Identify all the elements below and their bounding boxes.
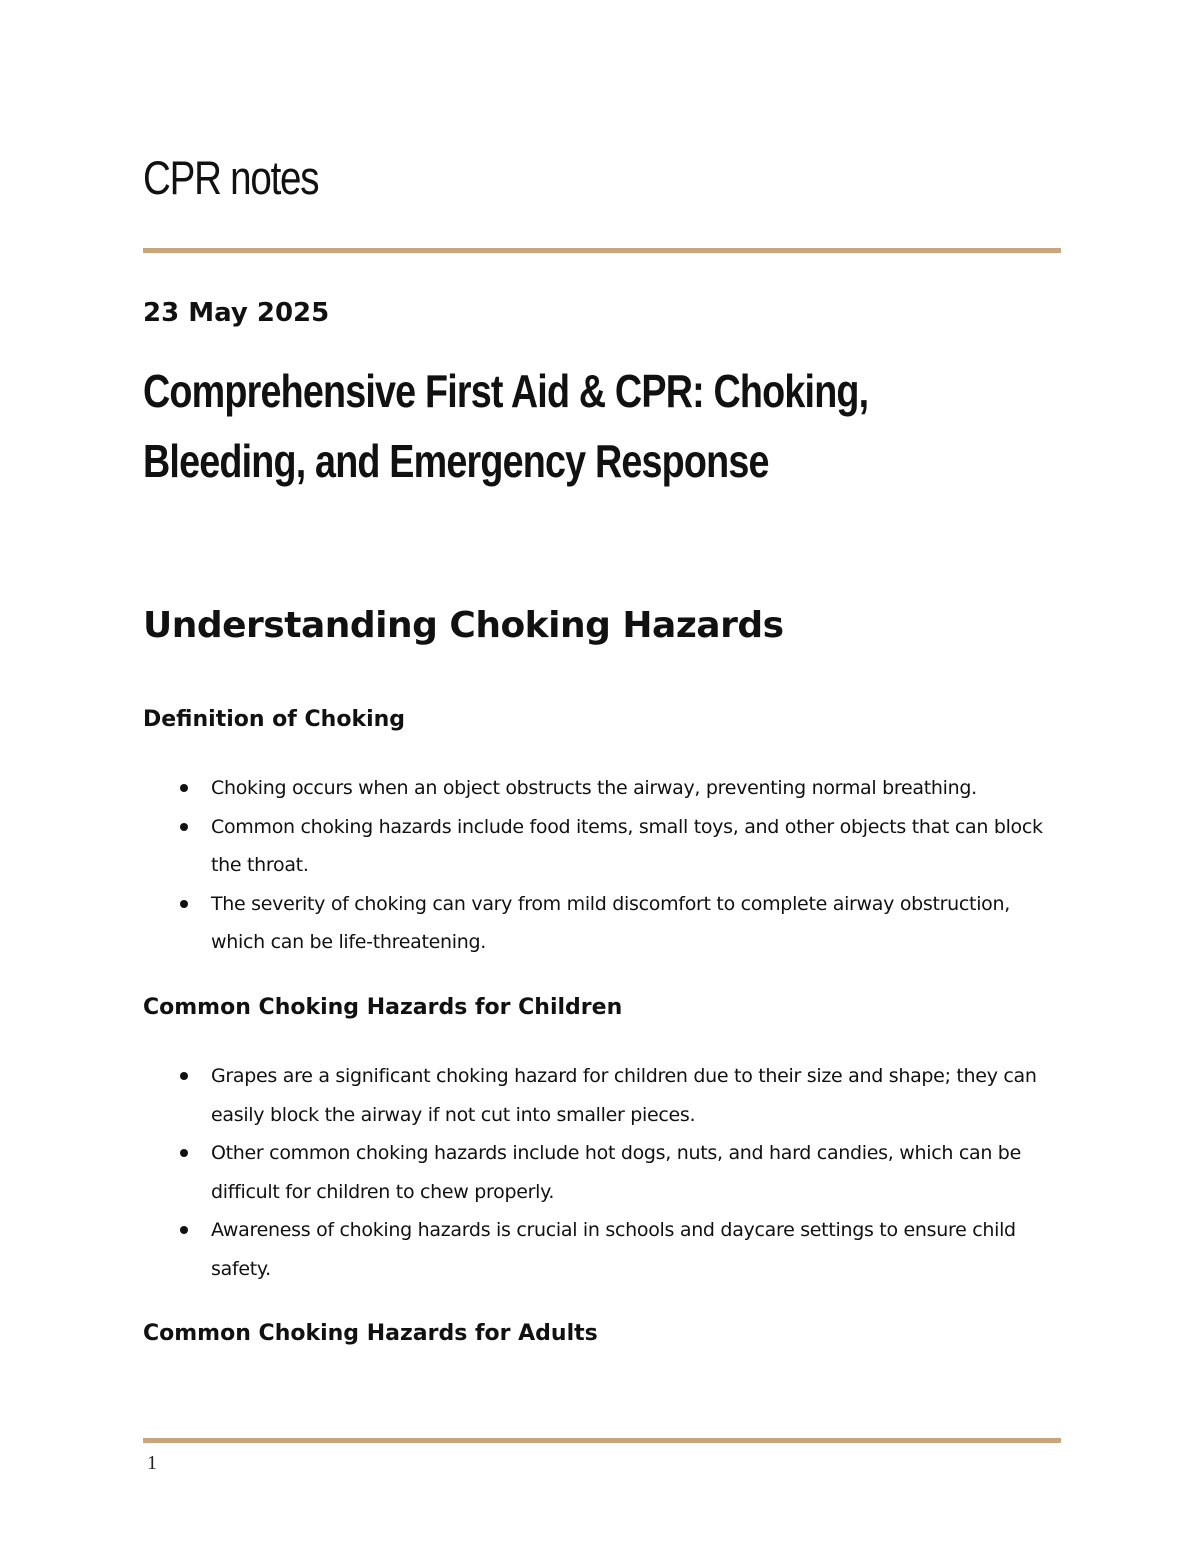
list-item-text: Awareness of choking hazards is crucial in schools and daycare settings to ensure child safety. [211,1219,1016,1280]
page-number: 1 [147,1452,157,1474]
list-item-text: Grapes are a significant choking hazard for children due to their size and shape; they can easily block the airway if not cut into smaller pieces. [211,1065,1037,1126]
list-item-text: Other common choking hazards include hot dogs, nuts, and hard candies, which can be difficult for children to chew properly. [211,1142,1021,1203]
main-heading: Comprehensive First Aid & CPR: Choking, Bleeding, and Emergency Response [143,365,869,487]
list-item [143,1134,1061,1211]
subsection-heading-children: Common Choking Hazards for Children [143,995,623,1020]
document-date: 23 May 2025 [143,298,330,328]
bullet-dot-icon [180,784,188,792]
list-item-text: The severity of choking can vary from mild discomfort to complete airway obstruction, which can be life-threatening. [211,892,1010,953]
footer-divider [143,1438,1061,1443]
bullet-dot-icon [180,1149,188,1157]
list-item [143,1211,1061,1288]
subsection-heading-adults: Common Choking Hazards for Adults [143,1321,598,1346]
document-title: CPR notes [143,151,319,204]
list-item-text: Common choking hazards include food items, small toys, and other objects that can block the throat. [211,815,1043,876]
list-item [143,808,1061,885]
document-page [143,0,1061,1553]
children-hazards-bullet-list [143,1057,1061,1288]
section-heading: Understanding Choking Hazards [143,605,784,646]
bullet-dot-icon [180,823,188,831]
header-divider [143,248,1061,253]
bullet-dot-icon [180,1072,188,1080]
bullet-dot-icon [180,900,188,908]
list-item [143,1057,1061,1134]
definition-bullet-list [143,769,1061,962]
bullet-dot-icon [180,1226,188,1234]
subsection-heading-definition: Definition of Choking [143,707,406,732]
list-item [143,885,1061,962]
list-item [143,769,1061,808]
list-item-text: Choking occurs when an object obstructs the airway, preventing normal breathing. [211,777,977,799]
